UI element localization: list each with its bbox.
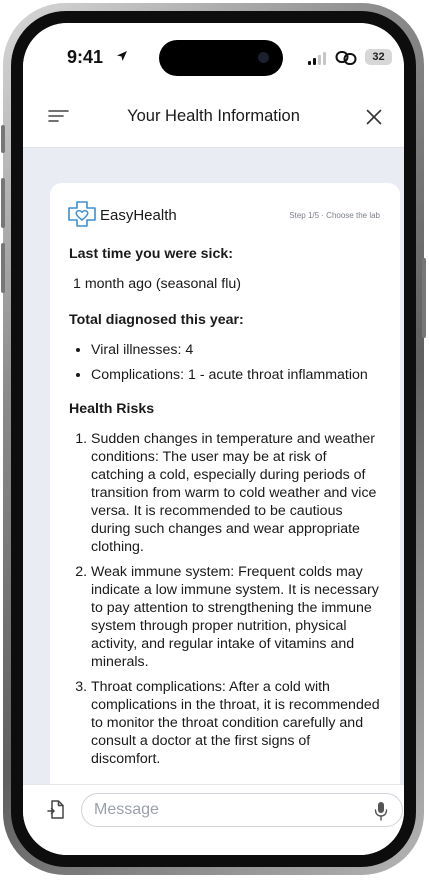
list-item: 3. Throat complications: After a cold with complications in the throat, it is recommended to monitor the throat condition carefully and consult a doctor at the first signs of discomfort. (91, 678, 383, 768)
last-sick-value: 1 month ago (seasonal flu) (73, 276, 241, 292)
last-sick-heading: Last time you were sick: (69, 246, 234, 262)
list-item: 1. Sudden changes in temperature and weather conditions: The user may be at risk of catching a cold, especially during periods of transition from warm to cold weather and vice versa. It is recommended to be cautious during such changes and wear appropriate clothing. (91, 430, 383, 556)
link-icon (335, 50, 357, 66)
health-risks-heading: Health Risks (69, 401, 155, 417)
diagnosed-list (69, 341, 383, 384)
mic-icon[interactable] (374, 801, 388, 821)
camera-icon (258, 52, 269, 63)
message-input[interactable] (81, 793, 403, 827)
easyhealth-logo-icon (68, 201, 96, 227)
side-button-left (1, 125, 5, 153)
side-button-right (422, 258, 426, 338)
phone-frame (3, 3, 424, 875)
location-arrow-icon (116, 50, 128, 62)
nav-bar (23, 85, 404, 148)
attach-file-icon[interactable] (46, 799, 66, 821)
dynamic-island (159, 40, 283, 76)
info-content (69, 245, 383, 775)
status-time: 9:41 (67, 47, 104, 67)
list-item: • Complications: 1 - acute throat inflammation (91, 366, 383, 384)
brand-name: EasyHealth (100, 207, 177, 224)
health-info-card (50, 183, 400, 855)
list-item: • Viral illnesses: 4 (91, 341, 383, 359)
list-item: 2. Weak immune system: Frequent colds may indicate a low immune system. It is necessary to pay attention to strengthening the immune system through proper nutrition, physical activity, and regular intake of vitamins and minerals. (91, 563, 383, 671)
status-bar (23, 23, 404, 85)
side-button-left (1, 243, 5, 293)
health-risks-list (69, 430, 383, 768)
step-indicator: Step 1/5 · Choose the lab (289, 211, 380, 220)
battery-icon: 32 (365, 49, 392, 65)
diagnosed-heading: Total diagnosed this year: (69, 312, 244, 328)
bezel (11, 11, 416, 867)
signal-icon (308, 52, 328, 65)
page-title: Your Health Information (127, 107, 300, 125)
message-bar (23, 784, 404, 855)
side-button-left (1, 178, 5, 228)
close-icon[interactable] (366, 109, 382, 125)
screen (23, 23, 404, 855)
